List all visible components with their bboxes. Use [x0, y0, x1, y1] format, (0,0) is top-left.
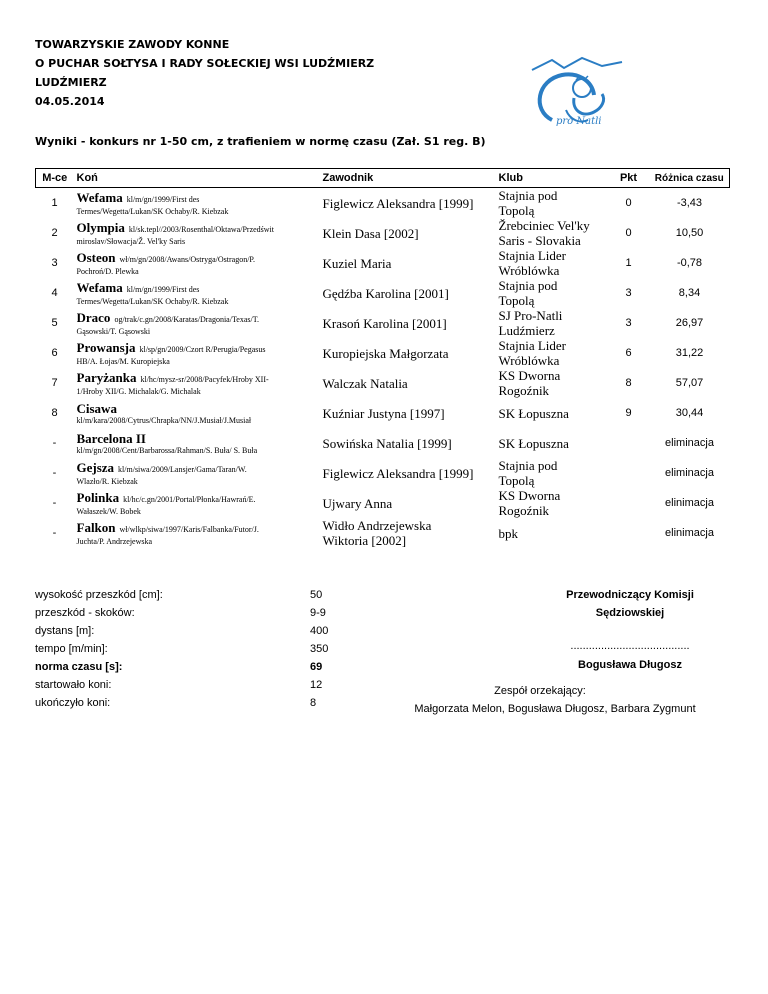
- rider-cell: Walczak Natalia: [322, 375, 408, 391]
- place-cell: -: [52, 437, 57, 449]
- club-cell: [496, 518, 608, 548]
- header-line-3: LUDŹMIERZ: [35, 76, 107, 89]
- col-header-points: Pkt: [608, 169, 650, 188]
- points-cell: 3: [625, 287, 632, 299]
- table-row: [36, 308, 730, 338]
- stat-row: [35, 694, 365, 712]
- horse-name: Osteon: [76, 249, 116, 265]
- points-cell: [608, 518, 650, 548]
- points-cell: 0: [625, 227, 632, 239]
- horse-cell: [74, 488, 320, 518]
- horse-cell: [74, 518, 320, 548]
- club-line-1: KS Dworna: [498, 368, 561, 383]
- rider-cell: Sowińska Natalia [1999]: [322, 435, 452, 451]
- table-row: [36, 338, 730, 368]
- horse-name: Gejsza: [76, 459, 115, 475]
- rider-cell: Widło Andrzejewska Wiktoria [2002]: [322, 518, 432, 548]
- rider-cell: Ujwary Anna: [322, 495, 393, 511]
- horse-pedigree-1: og/trak/c.gn/2008/Karatas/Dragonia/Texas/T.: [114, 314, 260, 324]
- points-cell: 6: [625, 347, 632, 359]
- rider-cell: Figlewicz Aleksandra [1999]: [322, 465, 474, 481]
- col-header-time-diff: Różnica czasu: [650, 169, 730, 188]
- club-line-2: Wróblówka: [498, 263, 560, 278]
- points-cell: 8: [625, 377, 632, 389]
- rider-cell: Klein Dasa [2002]: [322, 225, 419, 241]
- horse-cell: [74, 428, 320, 458]
- place-cell: 4: [51, 287, 58, 299]
- stat-row: [35, 622, 365, 640]
- club-cell: [496, 488, 608, 518]
- club-line-2: Rogoźnik: [498, 383, 550, 398]
- stat-value: 12: [310, 679, 323, 691]
- club-line-1: KS Dworna: [498, 488, 561, 503]
- horse-pedigree-1: kl/sk.tepl//2003/Rosenthal/Oktawa/Przedświt: [128, 224, 274, 234]
- stat-value: 350: [310, 643, 329, 655]
- time-diff-cell: 26,97: [675, 317, 704, 329]
- club-line-2: Ludźmierz: [498, 323, 555, 338]
- horse-name: Wefama: [76, 279, 123, 295]
- table-row: [36, 368, 730, 398]
- points-cell: [608, 428, 650, 458]
- club-cell: [496, 218, 608, 248]
- club-line-2: Rogoźnik: [498, 503, 550, 518]
- horse-pedigree-2: miroslav/Słowacja/Ž. Vel'ky Saris: [76, 236, 186, 246]
- time-diff-cell: elinimacja: [665, 527, 714, 539]
- horse-pedigree-2: 1/Hroby XII/G. Michalak/G. Michalak: [76, 386, 201, 396]
- points-cell: 1: [625, 257, 632, 269]
- horse-cell: [74, 398, 320, 428]
- horse-cell: [74, 248, 320, 278]
- horse-pedigree-2: HB/A. Łojas/M. Kuropiejska: [76, 356, 170, 366]
- club-cell: [496, 368, 608, 398]
- time-diff-cell: -3,43: [676, 197, 703, 209]
- col-header-place: M-ce: [36, 169, 74, 188]
- time-diff-cell: 57,07: [675, 377, 704, 389]
- rider-cell: Kuropiejska Małgorzata: [322, 345, 449, 361]
- chairman-name: Bogusława Długosz: [578, 659, 682, 671]
- rider-cell: Kuziel Maria: [322, 255, 392, 271]
- table-header-row: [36, 169, 730, 188]
- stat-row: [35, 658, 365, 676]
- logo-text: pro Natli: [556, 116, 602, 127]
- table-row: [36, 218, 730, 248]
- club-cell: [496, 428, 608, 458]
- place-cell: -: [52, 467, 57, 479]
- points-cell: 3: [625, 317, 632, 329]
- club-line-2: Topolą: [498, 473, 535, 488]
- stat-value: 50: [310, 589, 323, 601]
- stat-row: [35, 604, 365, 622]
- time-diff-cell: eliminacja: [665, 437, 714, 449]
- header-line-1: TOWARZYSKIE ZAWODY KONNE: [35, 38, 230, 51]
- club-line-1: Stajnia pod: [498, 458, 558, 473]
- points-cell: 9: [625, 407, 632, 419]
- header-date: 04.05.2014: [35, 95, 105, 108]
- table-row: [36, 428, 730, 458]
- stat-label: ukończyło koni:: [35, 697, 111, 709]
- stat-label: tempo [m/min]:: [35, 643, 108, 655]
- club-line-2: Saris - Slovakia: [498, 233, 581, 248]
- horse-pedigree-2: Pochroń/D. Plewka: [76, 266, 139, 276]
- table-row: [36, 458, 730, 488]
- rider-cell: Krasoń Karolina [2001]: [322, 315, 447, 331]
- time-diff-cell: 31,22: [675, 347, 704, 359]
- horse-pedigree-1: wł/m/gn/2008/Awans/Ostryga/Ostragon/P.: [119, 254, 255, 264]
- club-line-1: Stajnia Lider: [498, 248, 567, 263]
- table-row: [36, 278, 730, 308]
- club-cell: [496, 248, 608, 278]
- club-line-1: SJ Pro-Natli: [498, 308, 563, 323]
- horse-pedigree-1: kl/sp/gn/2009/Czort R/Perugia/Pegasus: [139, 344, 266, 354]
- stat-label: norma czasu [s]:: [35, 661, 123, 673]
- horse-pedigree-2: Gąsowski/T. Gąsowski: [76, 326, 151, 336]
- place-cell: 7: [51, 377, 58, 389]
- horse-pedigree-2: kl/m/kara/2008/Cytrus/Chrapka/NN/J.Musiał/J.Musiał: [76, 415, 252, 425]
- jury-label: Zespół orzekający:: [494, 685, 586, 697]
- chairman-title-1: Przewodniczący Komisji: [566, 589, 694, 601]
- horse-cell: [74, 338, 320, 368]
- club-line-2: Wróblówka: [498, 353, 560, 368]
- horse-name: Prowansja: [76, 339, 136, 355]
- club-cell: [496, 458, 608, 488]
- points-cell: [608, 488, 650, 518]
- time-diff-cell: 10,50: [675, 227, 704, 239]
- time-diff-cell: eliminacja: [665, 467, 714, 479]
- chairman-title-2: Sędziowskiej: [595, 607, 665, 619]
- place-cell: -: [52, 497, 57, 509]
- table-row: [36, 188, 730, 219]
- signature-line: .......................................: [570, 640, 690, 652]
- stat-label: wysokość przeszkód [cm]:: [35, 589, 163, 601]
- horse-name: Wefama: [76, 189, 123, 205]
- horse-cell: [74, 308, 320, 338]
- horse-pedigree-1: wł/wlkp/siwa/1997/Karis/Falbanka/Futor/J.: [119, 524, 259, 534]
- club-cell: [496, 398, 608, 428]
- jury-members: Małgorzata Melon, Bogusława Długosz, Barbara Zygmunt: [414, 703, 696, 715]
- stat-row: [35, 586, 365, 604]
- stat-label: startowało koni:: [35, 679, 112, 691]
- stat-row: [35, 640, 365, 658]
- place-cell: 1: [51, 197, 58, 209]
- time-diff-cell: -0,78: [676, 257, 703, 269]
- horse-pedigree-2: kl/m/gn/2008/Cent/Barbarossa/Rahman/S. Buła/ S. Buła: [76, 445, 258, 455]
- col-header-rider: Zawodnik: [320, 169, 496, 188]
- club-cell: [496, 278, 608, 308]
- col-header-club: Klub: [496, 169, 608, 188]
- table-row: [36, 488, 730, 518]
- club-line-2: Topolą: [498, 203, 535, 218]
- time-diff-cell: 8,34: [678, 287, 701, 299]
- stat-value: 8: [310, 697, 317, 709]
- horse-name: Draco: [76, 309, 111, 325]
- horse-pedigree-1: kl/m/gn/1999/First des: [126, 194, 200, 204]
- horse-cell: [74, 188, 320, 219]
- club-line-1: SK Łopuszna: [498, 405, 569, 421]
- stat-value: 400: [310, 625, 329, 637]
- club-cell: [496, 338, 608, 368]
- stat-label: dystans [m]:: [35, 625, 95, 637]
- club-line-1: SK Łopuszna: [498, 435, 569, 451]
- club-line-1: Stajnia Lider: [498, 338, 567, 353]
- stat-row: [35, 676, 365, 694]
- stat-value: 69: [310, 661, 323, 673]
- club-cell: [496, 188, 608, 219]
- horse-cell: [74, 218, 320, 248]
- horse-pedigree-1: kl/m/gn/1999/First des: [126, 284, 200, 294]
- club-cell: [496, 308, 608, 338]
- table-row: [36, 398, 730, 428]
- rider-cell: Figlewicz Aleksandra [1999]: [322, 195, 474, 211]
- table-row: [36, 248, 730, 278]
- place-cell: 5: [51, 317, 58, 329]
- rider-cell: Kuźniar Justyna [1997]: [322, 405, 445, 421]
- horse-pedigree-2: Termes/Wegetta/Lukan/SK Ochaby/R. Kiebzak: [76, 296, 229, 306]
- course-stats: [35, 586, 365, 712]
- time-diff-cell: 30,44: [675, 407, 704, 419]
- horse-pedigree-2: Juchta/P. Andrzejewska: [76, 536, 153, 546]
- club-line-1: Žrebciniec Vel'ky: [498, 218, 590, 233]
- place-cell: 6: [51, 347, 58, 359]
- place-cell: -: [52, 527, 57, 539]
- horse-cell: [74, 368, 320, 398]
- table-row: [36, 518, 730, 548]
- points-cell: 0: [625, 197, 632, 209]
- horse-pedigree-1: kl/m/siwa/2009/Lansjer/Gama/Taran/W.: [118, 464, 247, 474]
- horse-pedigree-2: Wałaszek/W. Bobek: [76, 506, 141, 516]
- horse-pedigree-1: kl/hc/mysz-sr/2008/Pacyfek/Hroby XII-: [140, 374, 269, 384]
- competition-subtitle: Wyniki - konkurs nr 1-50 cm, z trafieniem w normę czasu (Zał. S1 reg. B): [35, 135, 486, 148]
- col-header-horse: Koń: [74, 169, 320, 188]
- horse-name: Cisawa: [76, 400, 117, 416]
- club-line-1: Stajnia pod: [498, 188, 558, 203]
- time-diff-cell: elinimacja: [665, 497, 714, 509]
- horse-cell: [74, 278, 320, 308]
- horse-cell: [74, 458, 320, 488]
- stat-value: 9-9: [310, 607, 326, 619]
- horse-name: Falkon: [76, 519, 116, 535]
- place-cell: 8: [51, 407, 58, 419]
- points-cell: [608, 458, 650, 488]
- club-line-1: Stajnia pod: [498, 278, 558, 293]
- club-line-2: Topolą: [498, 293, 535, 308]
- results-table: [35, 168, 730, 548]
- place-cell: 3: [51, 257, 58, 269]
- horse-name: Paryżanka: [76, 369, 137, 385]
- place-cell: 2: [51, 227, 58, 239]
- horse-pedigree-1: kl/hc/c.gn/2001/Portal/Płonka/Hawrań/E.: [123, 494, 256, 504]
- horse-pedigree-2: Termes/Wegetta/Lukan/SK Ochaby/R. Kiebzak: [76, 206, 229, 216]
- stat-label: przeszkód - skoków:: [35, 607, 135, 619]
- horse-name: Polinka: [76, 489, 120, 505]
- header-line-2: O PUCHAR SOŁTYSA I RADY SOŁECKIEJ WSI LUDŹMIERZ: [35, 57, 375, 70]
- club-line-1: bpk: [498, 525, 518, 541]
- horse-name: Olympia: [76, 219, 125, 235]
- horse-pedigree-2: Wlazło/R. Kiebzak: [76, 476, 138, 486]
- rider-cell: Gędźba Karolina [2001]: [322, 285, 449, 301]
- horse-name: Barcelona II: [76, 430, 146, 446]
